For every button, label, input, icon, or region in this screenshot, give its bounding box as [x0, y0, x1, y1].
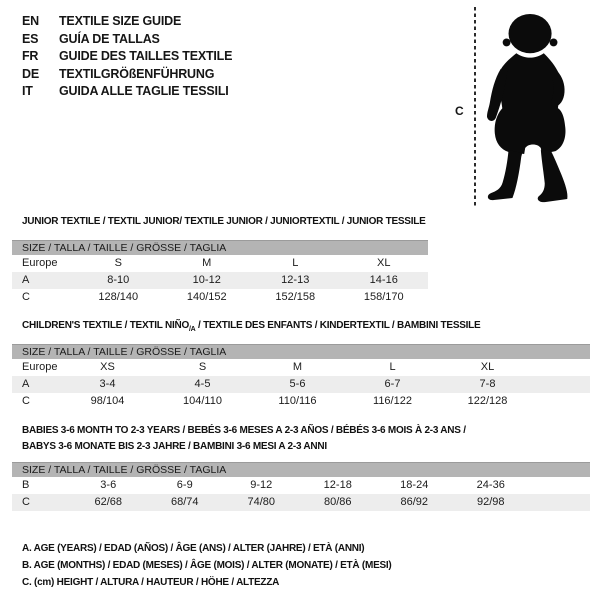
language-code: EN — [22, 14, 39, 28]
junior-size-table — [12, 240, 428, 306]
legend-notes — [22, 540, 392, 591]
table-cell: L — [292, 257, 299, 269]
table-cell: 62/68 — [94, 496, 123, 508]
row-label: B — [22, 479, 30, 491]
table-cell: 158/170 — [363, 291, 404, 303]
table-cell: 98/104 — [90, 395, 125, 407]
table-cell: 14-16 — [369, 274, 398, 286]
children-table-title — [22, 320, 480, 333]
row-label: C — [22, 395, 30, 407]
table-row-europe — [12, 255, 428, 272]
table-cell: 18-24 — [400, 479, 429, 491]
legend-note-a: A. AGE (YEARS) / EDAD (AÑOS) / ÂGE (ANS) / ALTER (JAHRE) / ETÀ (ANNI) — [22, 543, 365, 554]
language-row-it — [22, 83, 232, 101]
toddler-silhouette-image — [487, 8, 579, 208]
table-cell: 12-18 — [323, 479, 352, 491]
legend-note-c: C. (cm) HEIGHT / ALTURA / HAUTEUR / HÖHE / ALTEZZA — [22, 577, 280, 588]
table-cell: 122/128 — [467, 395, 508, 407]
row-label: C — [22, 291, 30, 303]
table-cell: 128/140 — [98, 291, 139, 303]
table-cell: 3-6 — [100, 479, 117, 491]
height-dashed-line — [474, 7, 476, 207]
babies-title-line-2: BABYS 3-6 MONATE BIS 2-3 JAHRE / BAMBINI 3-6 MESI A 2-3 ANNI — [22, 441, 327, 452]
table-row-months — [12, 477, 590, 494]
table-cell: 92/98 — [476, 496, 505, 508]
table-cell: 5-6 — [289, 378, 306, 390]
table-cell: S — [198, 361, 207, 373]
language-code: IT — [22, 84, 33, 98]
table-cell: 4-5 — [194, 378, 211, 390]
legend-note-b: B. AGE (MONTHS) / EDAD (MESES) / ÂGE (MOIS) / ALTER (MONATE) / ETÀ (MESI) — [22, 560, 392, 571]
table-cell: 3-4 — [99, 378, 116, 390]
table-cell: L — [389, 361, 396, 373]
language-label: GUIDA ALLE TAGLIE TESSILI — [59, 84, 229, 98]
language-list — [22, 13, 232, 101]
table-cell: 152/158 — [275, 291, 316, 303]
language-code: FR — [22, 49, 39, 63]
children-title-text: CHILDREN'S TEXTILE / TEXTIL NIÑO — [22, 320, 189, 331]
babies-size-table — [12, 462, 590, 511]
table-cell: 6-9 — [176, 479, 193, 491]
junior-table-title: JUNIOR TEXTILE / TEXTIL JUNIOR/ TEXTILE JUNIOR / JUNIORTEXTIL / JUNIOR TESSILE — [22, 216, 426, 227]
height-marker-label: C — [455, 104, 464, 118]
table-cell: 68/74 — [170, 496, 199, 508]
table-cell: M — [202, 257, 212, 269]
row-label: Europe — [22, 257, 58, 269]
language-label: TEXTILGRÖßENFÜHRUNG — [59, 66, 215, 81]
table-cell: 9-12 — [250, 479, 273, 491]
row-label: C — [22, 496, 30, 508]
children-title-subscript: /A — [188, 326, 196, 333]
language-row-fr — [22, 48, 232, 66]
babies-title-line-1: BABIES 3-6 MONTH TO 2-3 YEARS / BEBÉS 3-6 MESES A 2-3 AÑOS / BÉBÉS 3-6 MOIS À 2-3 ANS / — [22, 425, 466, 436]
table-cell: 104/110 — [183, 395, 222, 407]
size-header-bar: SIZE / TALLA / TAILLE / GRÖSSE / TAGLIA — [12, 344, 590, 359]
language-row-de — [22, 66, 232, 84]
table-cell: 140/152 — [186, 291, 227, 303]
table-cell: 74/80 — [247, 496, 276, 508]
table-cell: S — [114, 257, 122, 269]
language-row-es — [22, 31, 232, 49]
children-size-table — [12, 344, 590, 410]
table-cell: 86/92 — [400, 496, 429, 508]
row-label: Europe — [22, 361, 58, 373]
table-cell: 10-12 — [192, 274, 221, 286]
language-code: ES — [22, 31, 39, 46]
babies-table-title — [22, 423, 466, 455]
children-title-text: / TEXTILE DES ENFANTS / KINDERTEXTIL / BAMBINI TESSILE — [195, 320, 481, 331]
table-cell: 116/122 — [373, 395, 412, 407]
language-code: DE — [22, 66, 39, 81]
table-row-height — [12, 289, 428, 306]
language-label: TEXTILE SIZE GUIDE — [59, 14, 182, 28]
table-row-europe — [12, 359, 590, 376]
table-cell: XL — [480, 361, 495, 373]
table-row-height — [12, 393, 590, 410]
table-row-age — [12, 272, 428, 289]
language-label: GUÍA DE TALLAS — [59, 31, 160, 46]
table-cell: 24-36 — [476, 479, 505, 491]
table-row-height — [12, 494, 590, 511]
row-label: A — [22, 378, 30, 390]
language-label: GUIDE DES TAILLES TEXTILE — [59, 49, 233, 63]
table-cell: 6-7 — [384, 378, 401, 390]
table-cell: 7-8 — [479, 378, 496, 390]
table-row-age — [12, 376, 590, 393]
size-header-bar: SIZE / TALLA / TAILLE / GRÖSSE / TAGLIA — [12, 462, 590, 477]
table-cell: XL — [377, 257, 391, 269]
table-cell: XS — [100, 361, 115, 373]
table-cell: 80/86 — [323, 496, 352, 508]
table-cell: 110/116 — [278, 395, 317, 407]
row-label: A — [22, 274, 30, 286]
language-row-en — [22, 13, 232, 31]
table-cell: 12-13 — [281, 274, 310, 286]
table-cell: M — [292, 361, 303, 373]
table-cell: 8-10 — [107, 274, 130, 286]
size-header-bar: SIZE / TALLA / TAILLE / GRÖSSE / TAGLIA — [12, 240, 428, 255]
